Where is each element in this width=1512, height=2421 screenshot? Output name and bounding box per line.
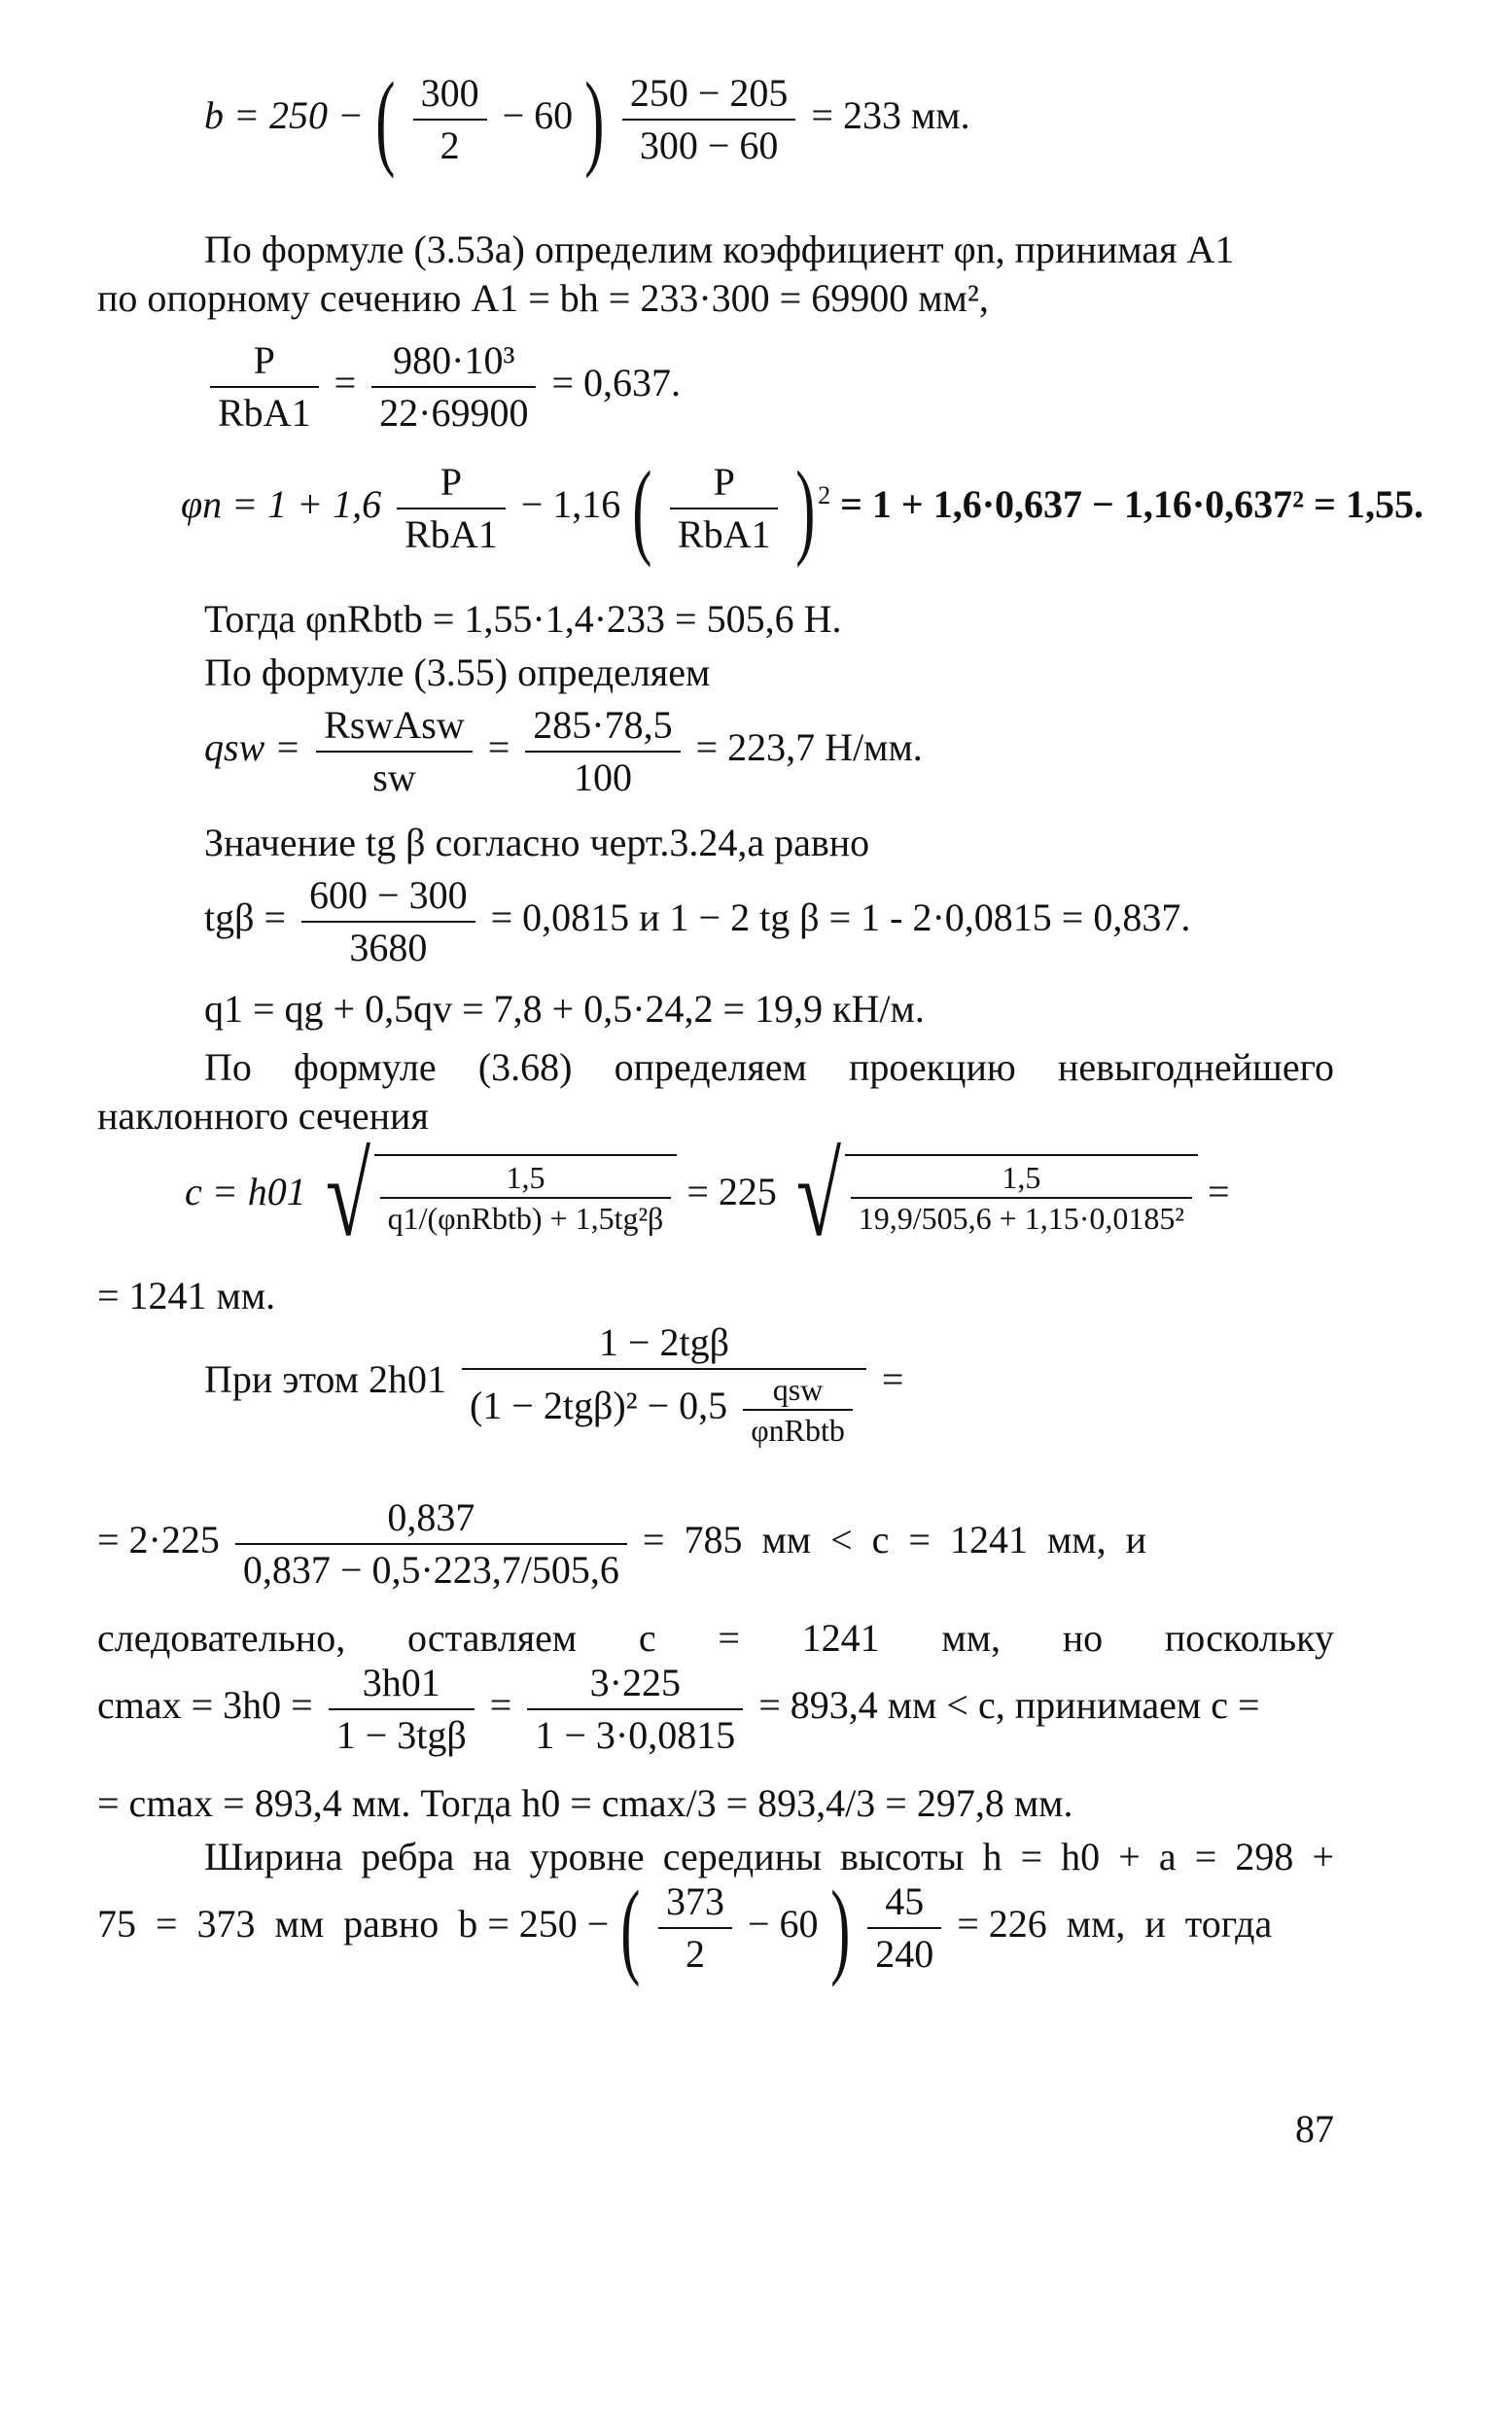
equation-b-width <box>204 60 1441 185</box>
eq-result: = 233 мм. <box>811 93 970 138</box>
eq-result: = 0,0815 и 1 − 2 tg β = 1 - 2·0,0815 = 0,837. <box>490 895 1191 940</box>
eq-result: = 226 мм, и тогда <box>957 1902 1273 1947</box>
fraction-radicand-1: $\frac{1,5}{\text{q1/(φnRbtb) + 1,5tg²β}}$ <box>380 1158 672 1238</box>
eq-mid: − 60 <box>748 1902 819 1947</box>
eq-result: = 0,637. <box>551 361 682 405</box>
paragraph-line: = cmax = 893,4 мм. Тогда h0 = cmax/3 = 893,4/3 = 297,8 мм. <box>97 1781 1073 1825</box>
eq-result: = <box>881 1357 904 1402</box>
fraction-p-rba-1: $\frac{P}{\text{RbA1}}$ <box>397 457 506 560</box>
equation-qsw <box>204 700 1441 807</box>
equation-cmax <box>97 1658 1334 1765</box>
fraction-250-205: $\frac{250 - 205}{300 - 60}$ <box>622 68 796 171</box>
paragraph-line: По формуле (3.55) определяем <box>204 650 711 694</box>
eq-lead: 75 = 373 мм равно b = 250 − <box>97 1902 610 1947</box>
equation-tg-beta <box>204 870 1441 977</box>
paragraph-line: следовательно, оставляем c = 1241 мм, но поскольку <box>97 1616 1334 1660</box>
fraction-check-denominator: (1 − 2tgβ)² − 0,5 $\frac{\text{qsw}}{\text{φnRbtb}}$ <box>462 1370 866 1450</box>
equation-q1: q1 = qg + 0,5qv = 7,8 + 0,5·24,2 = 19,9 кН/м. <box>204 987 925 1031</box>
equation-785 <box>97 1492 1334 1599</box>
eq-lead: = 2·225 <box>97 1518 220 1562</box>
eq-lead: b = 250 − <box>204 93 364 138</box>
eq-result: = 1 + 1,6·0,637 − 1,16·0,637² = 1,55. <box>840 482 1424 527</box>
fraction-check: 1 − 2tgβ (1 − 2tgβ)² − 0,5 $\frac{\text{qsw}}{\text{φnRbtb}}$ <box>462 1317 866 1450</box>
eq-mid: − 1,16 <box>520 482 621 527</box>
radicand-2 <box>845 1154 1198 1238</box>
eq-lead: При этом 2h01 <box>204 1357 446 1402</box>
eq-sign: = <box>487 725 510 770</box>
eq-mid: = 225 <box>686 1170 777 1214</box>
paren-open: ( <box>632 449 652 568</box>
eq-result: = <box>1207 1170 1230 1214</box>
fraction-3h01: $\frac{3h01}{\text{1 − 3tgβ}}$ <box>329 1658 475 1761</box>
fraction-373-2: $\frac{373}{2}$ <box>658 1877 732 1980</box>
paragraph-line: По формуле (3.53а) определим коэффициент φn, принимая A1 <box>204 228 1235 271</box>
fraction-600-300: $\frac{600 - 300}{3680}$ <box>301 870 475 973</box>
eq-sign: = <box>334 361 357 405</box>
paren-close: ) <box>829 1869 850 1987</box>
eq-mid: − 60 <box>502 93 574 138</box>
fraction-radicand-2: $\frac{1,5}{\text{19,9/505,6 + 1,15·0,0185²}}$ <box>851 1158 1192 1238</box>
eq-result: = 893,4 мм < c, принимаем c = <box>758 1683 1260 1728</box>
eq-lead: cmax = 3h0 = <box>97 1683 313 1728</box>
paren-open: ( <box>620 1869 641 1987</box>
sqrt-sign: √ <box>325 1131 370 1260</box>
paragraph-line: Ширина ребра на уровне середины высоты h = h0 + a = 298 + <box>204 1835 1334 1878</box>
paragraph-line: Значение tg β согласно черт.3.24,а равно <box>204 821 870 864</box>
paragraph-line: по опорному сечению A1 = bh = 233·300 = 69900 мм², <box>97 276 989 320</box>
fraction-285: $\frac{285\cdot 78,5}{100}$ <box>525 700 680 803</box>
fraction-p-rba-2: $\frac{P}{\text{RbA1}}$ <box>670 457 779 560</box>
square-exponent: 2 <box>818 480 831 509</box>
equation-rib-width <box>97 1869 1334 1993</box>
fraction-300-2: $\frac{300}{2}$ <box>413 68 487 171</box>
eq-lead: qsw = <box>204 725 301 770</box>
equation-check <box>204 1317 1441 1463</box>
fraction-0837: $\frac{0,837}{0,837 - 0,5\cdot 223,7/505,6}$ <box>235 1492 627 1596</box>
eq-lead: tgβ = <box>204 895 287 940</box>
eq-result: = 785 мм < c = 1241 мм, и <box>642 1518 1146 1562</box>
paragraph-line: По формуле (3.68) определяем проекцию невыгоднейшего <box>204 1045 1334 1089</box>
eq-lead: c = h01 <box>185 1170 306 1214</box>
equation-phi-n <box>181 449 1424 574</box>
equation-ratio <box>204 335 1441 442</box>
page-number: 87 <box>1295 2107 1334 2151</box>
paragraph-line: = 1241 мм. <box>97 1274 276 1317</box>
fraction-3-225: $\frac{3\cdot 225}{1 - 3\cdot 0,0815}$ <box>527 1658 743 1761</box>
paragraph-line: Тогда φnRbtb = 1,55·1,4·233 = 505,6 Н. <box>204 597 842 641</box>
eq-lead: φn = 1 + 1,6 <box>181 482 382 527</box>
radicand-1 <box>374 1154 678 1238</box>
paragraph-line: наклонного сечения <box>97 1094 429 1138</box>
paren-close: ) <box>584 60 605 179</box>
fraction-qsw-phi: $\frac{\text{qsw}}{\text{φnRbtb}}$ <box>743 1370 853 1450</box>
fraction-980: $\frac{\text{980·10³}}{22\cdot 69900}$ <box>371 335 536 439</box>
eq-result: = 223,7 Н/мм. <box>695 725 923 770</box>
fraction-rsw-asw: $\frac{\text{RswAsw}}{sw}$ <box>316 700 472 803</box>
fraction-p-rba: $\frac{P}{\text{RbA1}}$ <box>210 335 319 439</box>
sqrt-sign: √ <box>795 1131 841 1260</box>
fraction-45-240: $\frac{45}{240}$ <box>867 1877 941 1980</box>
eq-sign: = <box>489 1683 512 1728</box>
paren-open: ( <box>375 60 396 179</box>
paren-close: ) <box>795 449 816 568</box>
equation-c-projection <box>185 1131 1422 1260</box>
